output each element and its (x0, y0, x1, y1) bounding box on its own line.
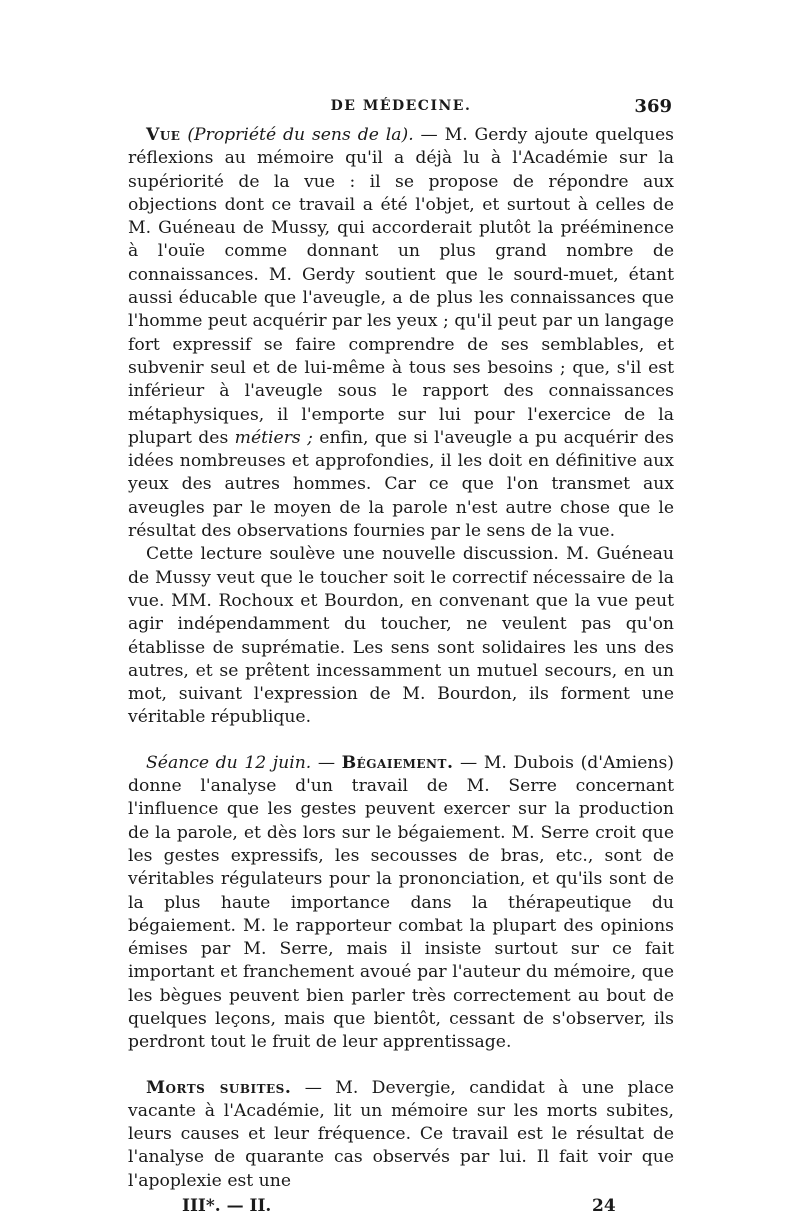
dash: — (311, 752, 342, 773)
section-heading-morts-subites: Morts subites. (146, 1077, 292, 1098)
book-page (128, 96, 674, 1217)
running-title: DE MÉDECINE. (330, 98, 472, 114)
paragraph-text: Cette lecture soulève une nouvelle discussion. M. Guéneau de Mussy veut que le toucher soit le correctif nécessaire de la vue. MM. Rochoux et Bourdon, en convenant que la vue peut agir indépendamment du toucher, ne veulent pas qu'on établisse de suprématie. Les sens sont solidaires les uns des autres, et se prêtent incessamment un mutuel secours, en un mot, suivant l'expression de M. Bourdon, ils forment une véritable république. (128, 544, 674, 728)
paragraph-text: — M. Dubois (d'Amiens) donne l'analyse d'un travail de M. Serre concernant l'influence que les gestes peuvent exercer sur la production de la parole, et dès lors sur le bégaiement. M. Serre croit que les gestes expressifs, les secousses de bras, etc., sont de véritables régulateurs pour la prononciation, et qu'ils sont de la plus haute importance dans la thérapeutique du bégaiement. M. le rapporteur combat la plupart des opinions émises par M. Serre, mais il insiste surtout sur ce fait important et franchement avoué par l'auteur du mémoire, que les bègues peuvent bien parler très correctement au bout de quelques leçons, mais que bientôt, cessant de s'observer, ils perdront tout le fruit de leur apprentissage. (128, 752, 674, 1053)
running-head (128, 96, 674, 124)
section-gap (128, 730, 674, 752)
paragraph-text-continued: enfin, que si l'aveugle a pu acquérir des idées nombreuses et approfondies, il les doit en définitive aux yeux des autres hommes. Car ce que l'on transmet aux aveugles par le moyen de la parole n'est autre chose que le résultat des observations fournies par le sens de la vue. (128, 427, 674, 542)
section-heading-vue: Vue (146, 125, 181, 145)
printer-signature: III*. — II. (182, 1196, 272, 1217)
paragraph-text: — M. Gerdy ajoute quelques réflexions au mémoire qu'il a déjà lu à l'Académie sur la supériorité de la vue : il se propose de répondre aux objections dont ce travail a été l'objet, et surtout à celles de M. Guéneau de Mussy, qui accorderait plutôt la prééminence à l'ouïe comme donnant un plus grand nombre de connaissances. M. Gerdy soutient que le sourd-muet, étant aussi éducable que l'aveugle, a de plus les connaissances que l'homme peut acquérir par les yeux ; qu'il peut par un langage fort expressif se faire comprendre de ses semblables, et subvenir seul et de lui-même à tous ses besoins ; que, s'il est inférieur à l'aveugle sous le rapport des connaissances métaphysiques, il l'emporte sur lui pour l'exercice de la plupart des (128, 125, 674, 448)
italic-word: métiers ; (234, 427, 313, 448)
gathering-number: 24 (592, 1196, 616, 1217)
page-number: 369 (634, 96, 672, 117)
paragraph-morts-subites (128, 1077, 674, 1193)
paragraph-text: — M. Devergie, candidat à une place vacante à l'Académie, lit un mémoire sur les morts subites, leurs causes et leur fréquence. Ce travail est le résultat de l'analyse de quarante cas observés par lui. Il fait voir que l'apoplexie est une (128, 1077, 674, 1191)
paragraph-discussion (128, 543, 674, 729)
section-gap (128, 1055, 674, 1077)
paragraph-vue (128, 124, 674, 543)
section-subheading: (Propriété du sens de la). (187, 125, 414, 145)
page-footer (128, 1196, 674, 1222)
session-date: Séance du 12 juin. (146, 752, 312, 773)
paragraph-seance (128, 752, 674, 1055)
section-heading-begaiement: Bégaiement. (341, 752, 454, 773)
